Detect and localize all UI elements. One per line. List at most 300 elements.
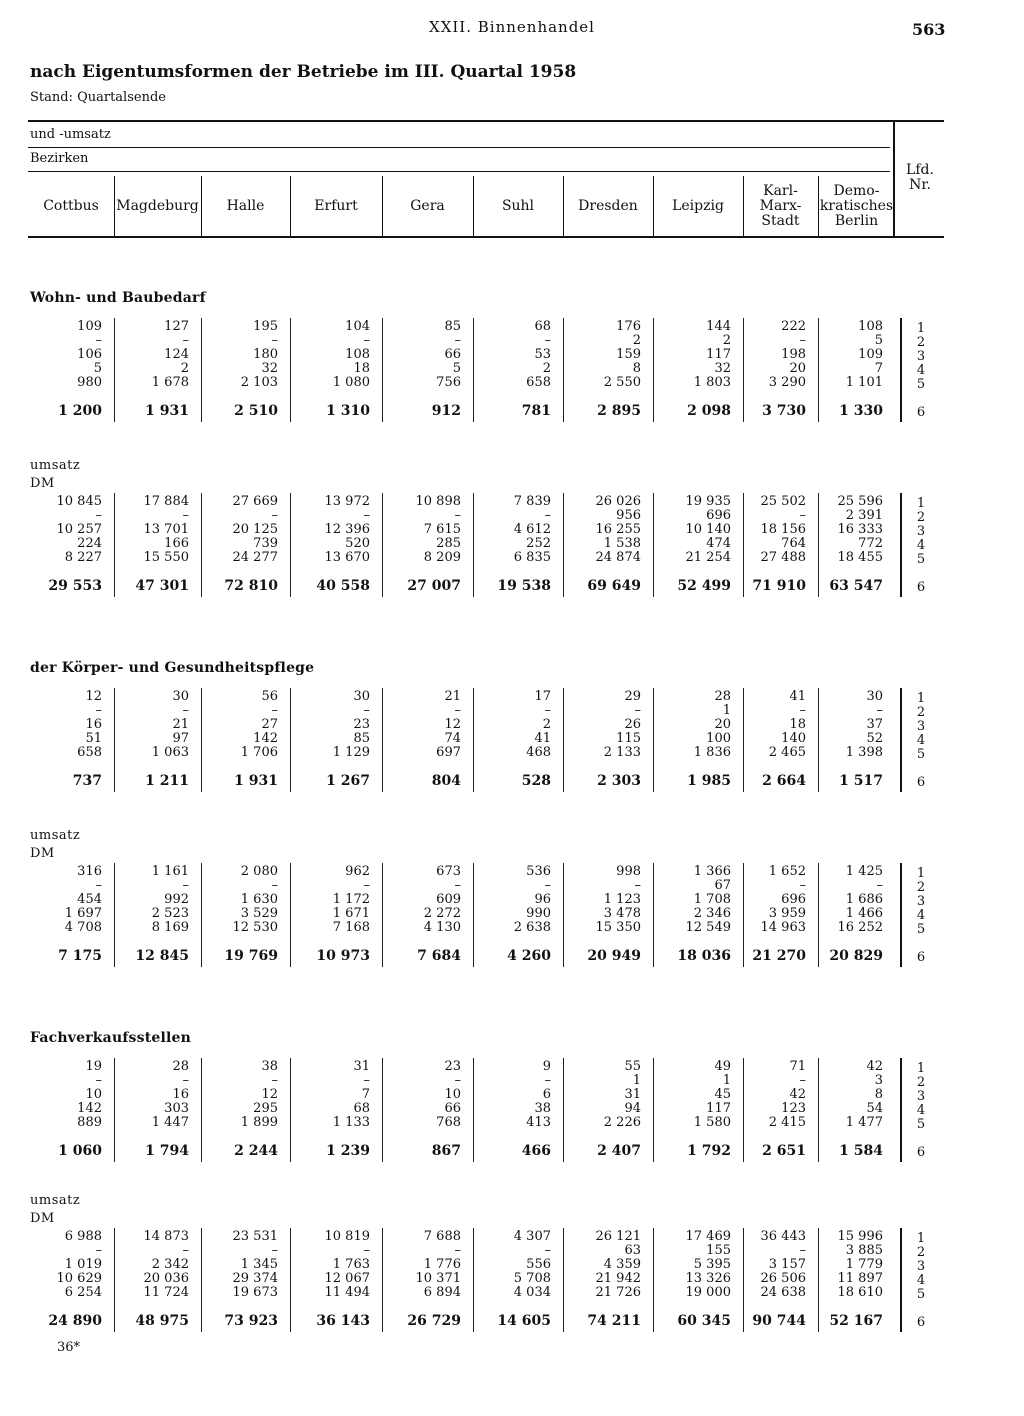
table-cell: –: [271, 333, 278, 348]
table-cell: 764: [781, 536, 806, 551]
row-number: 4: [916, 908, 926, 923]
total-cell: 71 910: [752, 578, 806, 594]
total-cell: 2 098: [687, 403, 731, 419]
table-cell: –: [95, 1073, 102, 1088]
table-cell: 123: [781, 1101, 806, 1116]
row-number: 1: [916, 691, 926, 706]
lfd-nr-header: Lfd. Nr.: [906, 162, 934, 193]
table-cell: 13 670: [324, 550, 370, 565]
section-subtitle: umsatz DM: [30, 1193, 81, 1226]
total-cell: 1 060: [58, 1143, 102, 1159]
table-cell: 52: [866, 731, 883, 746]
table-cell: –: [363, 878, 370, 893]
table-cell: 2 342: [151, 1257, 189, 1272]
lfd-divider: [900, 318, 902, 422]
row-number: 3: [916, 524, 926, 539]
header-mid-rule: [28, 147, 890, 148]
total-cell: 73 923: [224, 1313, 278, 1329]
table-cell: 17 884: [143, 494, 189, 509]
table-cell: 166: [164, 536, 189, 551]
page-title: nach Eigentumsformen der Betriebe im III. Quartal 1958: [30, 62, 577, 82]
table-cell: 1 447: [151, 1115, 189, 1130]
table-cell: 144: [706, 319, 731, 334]
table-cell: 768: [436, 1115, 461, 1130]
table-cell: 1 836: [693, 745, 731, 760]
table-cell: 1 129: [332, 745, 370, 760]
table-cell: 25 596: [837, 494, 883, 509]
table-cell: 1 080: [332, 375, 370, 390]
table-cell: –: [634, 703, 641, 718]
total-cell: 52 499: [677, 578, 731, 594]
table-cell: 3 529: [240, 906, 278, 921]
table-cell: 3 290: [768, 375, 806, 390]
table-cell: 28: [172, 1059, 189, 1074]
table-cell: 15 350: [595, 920, 641, 935]
column-divider: [653, 176, 654, 236]
column-divider: [743, 176, 744, 236]
table-cell: 10: [85, 1087, 102, 1102]
table-cell: 696: [706, 508, 731, 523]
table-cell: –: [876, 703, 883, 718]
section-title: der Körper- und Gesundheitspflege: [30, 660, 315, 676]
table-cell: 2 465: [768, 745, 806, 760]
table-cell: 19 673: [232, 1285, 278, 1300]
table-cell: 2 391: [845, 508, 883, 523]
lfd-divider: [900, 688, 902, 792]
table-cell: –: [95, 333, 102, 348]
total-cell: 29 553: [48, 578, 102, 594]
table-cell: 956: [616, 508, 641, 523]
table-cell: 18 610: [837, 1285, 883, 1300]
table-cell: 45: [714, 1087, 731, 1102]
row-number: 2: [916, 510, 926, 525]
total-cell: 4 260: [507, 948, 551, 964]
total-cell: 1 200: [58, 403, 102, 419]
table-cell: 16 333: [837, 522, 883, 537]
table-cell: 697: [436, 745, 461, 760]
table-cell: 109: [77, 319, 102, 334]
table-cell: 180: [253, 347, 278, 362]
lfd-divider: [900, 1058, 902, 1162]
table-cell: 21: [172, 717, 189, 732]
lfd-divider: [900, 493, 902, 597]
table-cell: 24 638: [760, 1285, 806, 1300]
table-cell: –: [271, 878, 278, 893]
total-cell: 19 538: [497, 578, 551, 594]
total-cell: 69 649: [587, 578, 641, 594]
table-cell: 474: [706, 536, 731, 551]
total-cell: 1 985: [687, 773, 731, 789]
table-cell: 5: [874, 333, 883, 348]
table-cell: 12 396: [324, 522, 370, 537]
table-cell: 26 026: [595, 494, 641, 509]
table-cell: 66: [444, 347, 461, 362]
row-number: 2: [916, 705, 926, 720]
table-cell: 1 630: [240, 892, 278, 907]
table-cell: 2 550: [603, 375, 641, 390]
total-cell: 27 007: [407, 578, 461, 594]
table-cell: 4 307: [513, 1229, 551, 1244]
table-cell: 109: [858, 347, 883, 362]
row-number: 5: [916, 747, 926, 762]
total-cell: 24 890: [48, 1313, 102, 1329]
table-cell: 5: [452, 361, 461, 376]
table-cell: 18: [789, 717, 806, 732]
table-cell: 27: [261, 717, 278, 732]
table-cell: –: [544, 1243, 551, 1258]
total-cell: 10 973: [316, 948, 370, 964]
table-cell: 998: [616, 864, 641, 879]
table-cell: 8 227: [64, 550, 102, 565]
total-cell: 90 744: [752, 1313, 806, 1329]
table-cell: 115: [616, 731, 641, 746]
table-cell: 13 972: [324, 494, 370, 509]
table-cell: 8 209: [423, 550, 461, 565]
table-cell: 49: [714, 1059, 731, 1074]
table-cell: 10 257: [56, 522, 102, 537]
table-cell: 30: [172, 689, 189, 704]
total-cell: 1 239: [326, 1143, 370, 1159]
total-cell: 3 730: [762, 403, 806, 419]
table-cell: 117: [706, 347, 731, 362]
total-cell: 1 792: [687, 1143, 731, 1159]
table-cell: 21 942: [595, 1271, 641, 1286]
table-cell: 16 255: [595, 522, 641, 537]
table-cell: –: [544, 878, 551, 893]
total-cell: 804: [431, 773, 461, 789]
column-header: Leipzig: [672, 197, 724, 214]
table-cell: 1 763: [332, 1257, 370, 1272]
table-cell: 14 963: [760, 920, 806, 935]
table-cell: 26 121: [595, 1229, 641, 1244]
table-cell: 104: [345, 319, 370, 334]
table-cell: 20: [714, 717, 731, 732]
table-cell: 222: [781, 319, 806, 334]
table-cell: 42: [789, 1087, 806, 1102]
table-cell: 74: [444, 731, 461, 746]
total-cell: 20 949: [587, 948, 641, 964]
table-section: [0, 290, 1024, 430]
table-cell: –: [363, 333, 370, 348]
table-cell: 1 477: [845, 1115, 883, 1130]
section-title: Wohn- und Baubedarf: [30, 290, 206, 306]
table-cell: 739: [253, 536, 278, 551]
column-divider: [290, 176, 291, 236]
table-cell: –: [876, 878, 883, 893]
table-cell: 10 845: [56, 494, 102, 509]
page-number: 563: [912, 20, 946, 39]
table-cell: 56: [261, 689, 278, 704]
table-cell: 2 103: [240, 375, 278, 390]
row-number: 4: [916, 363, 926, 378]
total-cell: 1 931: [145, 403, 189, 419]
table-cell: 11 724: [143, 1285, 189, 1300]
column-divider: [473, 176, 474, 236]
table-cell: 14 873: [143, 1229, 189, 1244]
table-cell: 21: [444, 689, 461, 704]
table-cell: 4 708: [64, 920, 102, 935]
table-cell: 1 671: [332, 906, 370, 921]
table-cell: 11 897: [837, 1271, 883, 1286]
row-number: 5: [916, 922, 926, 937]
table-cell: –: [799, 703, 806, 718]
total-cell: 1 794: [145, 1143, 189, 1159]
table-cell: –: [95, 1243, 102, 1258]
total-cell: 20 829: [829, 948, 883, 964]
table-cell: 5 708: [513, 1271, 551, 1286]
table-cell: 454: [77, 892, 102, 907]
total-cell: 2 651: [762, 1143, 806, 1159]
total-cell: 7 175: [58, 948, 102, 964]
table-cell: 4 359: [603, 1257, 641, 1272]
table-cell: 13 701: [143, 522, 189, 537]
table-cell: 1 172: [332, 892, 370, 907]
table-cell: 12 549: [685, 920, 731, 935]
table-cell: 16 252: [837, 920, 883, 935]
table-section: [0, 1193, 1024, 1340]
table-cell: 1 101: [845, 375, 883, 390]
table-cell: –: [182, 703, 189, 718]
status-line: Stand: Quartalsende: [30, 90, 166, 105]
row-number: 3: [916, 719, 926, 734]
table-cell: 8 169: [151, 920, 189, 935]
table-cell: 1 345: [240, 1257, 278, 1272]
table-cell: 5 395: [693, 1257, 731, 1272]
running-head: XXII. Binnenhandel: [429, 18, 595, 36]
table-cell: 6: [542, 1087, 551, 1102]
column-header: Magdeburg: [116, 197, 199, 214]
table-cell: –: [95, 703, 102, 718]
table-cell: –: [799, 878, 806, 893]
row-number: 1: [916, 1061, 926, 1076]
table-cell: 1 161: [151, 864, 189, 879]
table-cell: –: [182, 878, 189, 893]
table-cell: 3 959: [768, 906, 806, 921]
total-cell: 1 330: [839, 403, 883, 419]
total-cell: 1 310: [326, 403, 370, 419]
table-cell: 10: [444, 1087, 461, 1102]
table-section: [0, 828, 1024, 975]
table-cell: –: [454, 1243, 461, 1258]
table-cell: 38: [261, 1059, 278, 1074]
table-cell: 16: [85, 717, 102, 732]
table-cell: 5: [93, 361, 102, 376]
table-cell: 10 898: [415, 494, 461, 509]
table-cell: 23: [444, 1059, 461, 1074]
table-cell: 85: [353, 731, 370, 746]
table-cell: 303: [164, 1101, 189, 1116]
table-cell: 10 629: [56, 1271, 102, 1286]
header-label-bezirken: Bezirken: [30, 151, 89, 166]
column-header: Cottbus: [43, 197, 99, 214]
total-cell: 52 167: [829, 1313, 883, 1329]
table-cell: 195: [253, 319, 278, 334]
table-cell: 4 612: [513, 522, 551, 537]
table-cell: 11 494: [324, 1285, 370, 1300]
table-cell: 54: [866, 1101, 883, 1116]
table-cell: 2 523: [151, 906, 189, 921]
table-cell: 94: [624, 1101, 641, 1116]
table-cell: 23: [353, 717, 370, 732]
table-cell: –: [363, 508, 370, 523]
row-number: 2: [916, 1245, 926, 1260]
table-cell: –: [454, 333, 461, 348]
table-cell: 29 374: [232, 1271, 278, 1286]
table-cell: 3 885: [845, 1243, 883, 1258]
row-number: 6: [916, 950, 926, 965]
table-cell: 413: [526, 1115, 551, 1130]
table-cell: 10 371: [415, 1271, 461, 1286]
table-section: [0, 458, 1024, 605]
footnote: 36*: [57, 1340, 81, 1355]
table-cell: 2 346: [693, 906, 731, 921]
table-cell: 26 506: [760, 1271, 806, 1286]
table-cell: 1 803: [693, 375, 731, 390]
lfd-divider: [900, 863, 902, 967]
column-header: Suhl: [501, 197, 535, 214]
row-number: 2: [916, 880, 926, 895]
table-cell: 468: [526, 745, 551, 760]
table-cell: 10 140: [685, 522, 731, 537]
table-cell: 20 125: [232, 522, 278, 537]
table-cell: 37: [866, 717, 883, 732]
table-cell: 6 835: [513, 550, 551, 565]
table-cell: 772: [858, 536, 883, 551]
total-cell: 40 558: [316, 578, 370, 594]
table-cell: 53: [534, 347, 551, 362]
row-number: 3: [916, 349, 926, 364]
table-cell: –: [271, 1073, 278, 1088]
table-cell: 41: [534, 731, 551, 746]
table-cell: 1 398: [845, 745, 883, 760]
table-cell: 32: [714, 361, 731, 376]
table-cell: 36 443: [760, 1229, 806, 1244]
table-cell: 24 277: [232, 550, 278, 565]
row-number: 4: [916, 733, 926, 748]
table-cell: –: [454, 1073, 461, 1088]
total-cell: 737: [72, 773, 102, 789]
table-cell: 2: [542, 361, 551, 376]
table-cell: 609: [436, 892, 461, 907]
table-cell: 21 726: [595, 1285, 641, 1300]
row-number: 2: [916, 1075, 926, 1090]
table-cell: 696: [781, 892, 806, 907]
table-cell: 673: [436, 864, 461, 879]
row-number: 6: [916, 775, 926, 790]
section-title: Fachverkaufsstellen: [30, 1030, 191, 1046]
table-cell: 2 133: [603, 745, 641, 760]
table-cell: 658: [77, 745, 102, 760]
table-cell: 3: [874, 1073, 883, 1088]
table-cell: 106: [77, 347, 102, 362]
table-cell: –: [544, 508, 551, 523]
table-cell: 41: [789, 689, 806, 704]
row-number: 6: [916, 1145, 926, 1160]
table-cell: –: [799, 1243, 806, 1258]
section-subtitle: umsatz DM: [30, 458, 81, 491]
total-cell: 18 036: [677, 948, 731, 964]
column-header: Dresden: [578, 197, 638, 214]
table-cell: –: [182, 1243, 189, 1258]
table-cell: 21 254: [685, 550, 731, 565]
table-cell: 2 226: [603, 1115, 641, 1130]
row-number: 5: [916, 1287, 926, 1302]
table-cell: 32: [261, 361, 278, 376]
table-cell: 19 935: [685, 494, 731, 509]
column-header: Gera: [410, 197, 445, 214]
row-number: 6: [916, 405, 926, 420]
total-cell: 781: [521, 403, 551, 419]
table-cell: 1 019: [64, 1257, 102, 1272]
table-cell: 1: [722, 1073, 731, 1088]
row-number: 5: [916, 552, 926, 567]
table-cell: –: [454, 878, 461, 893]
table-cell: 27 669: [232, 494, 278, 509]
total-cell: 1 931: [234, 773, 278, 789]
total-cell: 1 517: [839, 773, 883, 789]
table-cell: 4 130: [423, 920, 461, 935]
table-cell: 1 466: [845, 906, 883, 921]
table-cell: 295: [253, 1101, 278, 1116]
total-cell: 7 684: [417, 948, 461, 964]
table-cell: 1 899: [240, 1115, 278, 1130]
table-cell: –: [363, 1243, 370, 1258]
table-section: [0, 1030, 1024, 1170]
table-cell: –: [271, 508, 278, 523]
header-bottom-rule: [28, 236, 944, 238]
table-cell: 10 819: [324, 1229, 370, 1244]
table-cell: 20 036: [143, 1271, 189, 1286]
lfd-divider: [900, 1228, 902, 1332]
table-cell: 26: [624, 717, 641, 732]
table-cell: 1 366: [693, 864, 731, 879]
table-cell: –: [544, 333, 551, 348]
total-cell: 2 664: [762, 773, 806, 789]
table-cell: 3 157: [768, 1257, 806, 1272]
table-cell: 756: [436, 375, 461, 390]
total-cell: 2 407: [597, 1143, 641, 1159]
table-cell: 2: [722, 333, 731, 348]
table-cell: 31: [353, 1059, 370, 1074]
total-cell: 1 584: [839, 1143, 883, 1159]
table-cell: 66: [444, 1101, 461, 1116]
table-cell: 20: [789, 361, 806, 376]
table-cell: 12: [85, 689, 102, 704]
table-cell: 1 133: [332, 1115, 370, 1130]
total-cell: 466: [521, 1143, 551, 1159]
table-cell: 19: [85, 1059, 102, 1074]
table-cell: 7: [361, 1087, 370, 1102]
table-cell: 1: [722, 703, 731, 718]
table-cell: –: [799, 508, 806, 523]
row-number: 1: [916, 321, 926, 336]
table-cell: 68: [534, 319, 551, 334]
table-cell: 6 988: [64, 1229, 102, 1244]
table-cell: –: [271, 703, 278, 718]
table-cell: 7 168: [332, 920, 370, 935]
table-cell: 31: [624, 1087, 641, 1102]
row-number: 4: [916, 1273, 926, 1288]
row-number: 1: [916, 1231, 926, 1246]
table-cell: –: [182, 333, 189, 348]
total-cell: 26 729: [407, 1313, 461, 1329]
table-cell: 962: [345, 864, 370, 879]
table-cell: 67: [714, 878, 731, 893]
table-cell: 15 996: [837, 1229, 883, 1244]
table-cell: 16: [172, 1087, 189, 1102]
table-cell: 96: [534, 892, 551, 907]
table-cell: 12: [261, 1087, 278, 1102]
